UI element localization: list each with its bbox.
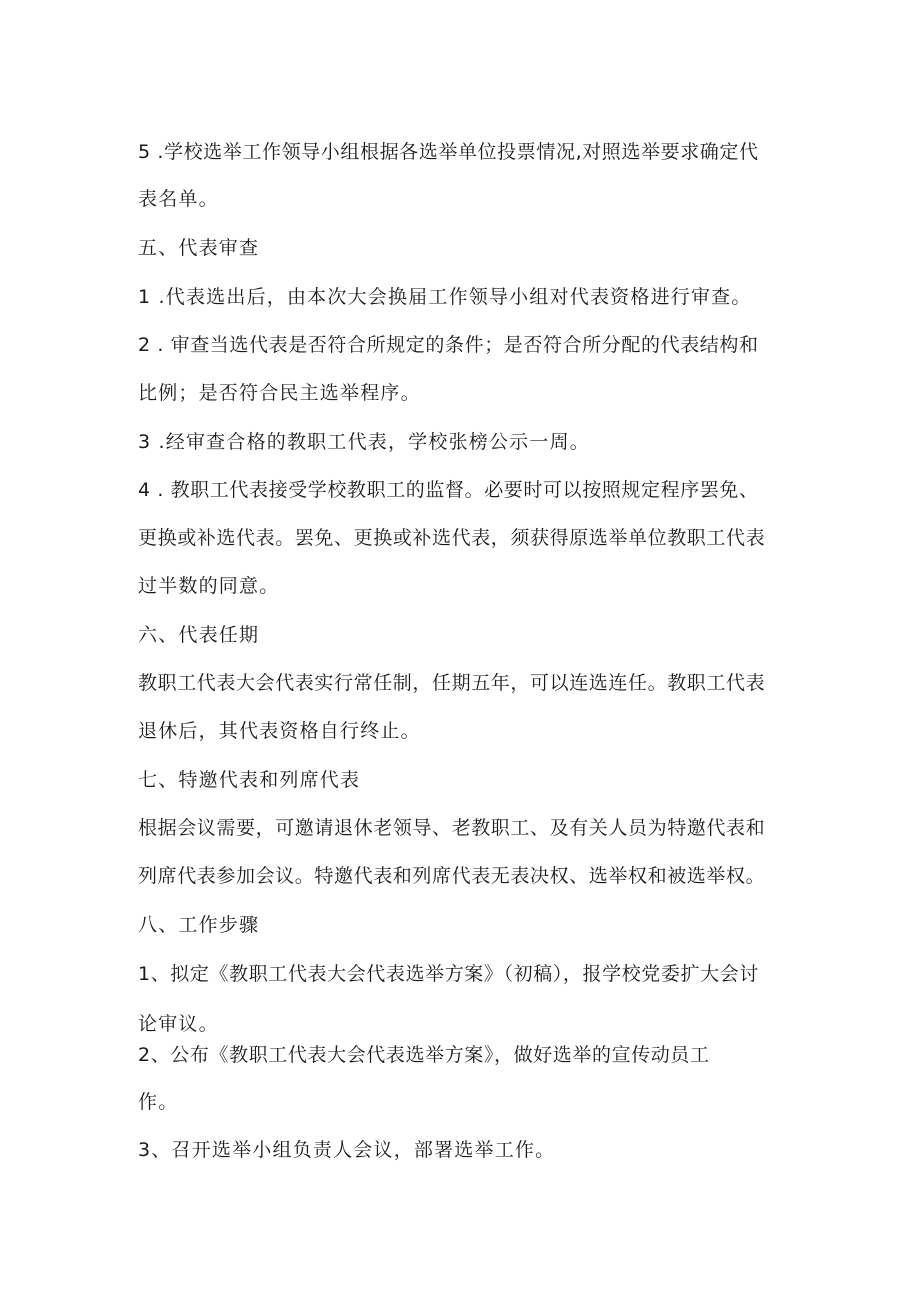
text-line-item5-part2: 表名单。 [138, 188, 219, 210]
text-line-review-item4-part1: 4 . 教职工代表接受学校教职工的监督。必要时可以按照规定程序罢免、 [138, 479, 759, 501]
text-line-review-item1: 1 .代表选出后，由本次大会换届工作领导小组对代表资格进行审查。 [138, 286, 752, 308]
text-line-step1-part1: 1、拟定《教职工代表大会代表选举方案》（初稿），报学校党委扩大会讨 [138, 963, 759, 985]
section-heading-term: 六、代表任期 [138, 624, 260, 646]
section-heading-review: 五、代表审查 [138, 237, 260, 259]
text-line-step2-part1: 2、公布《教职工代表大会代表选举方案》，做好选举的宣传动员工 [138, 1044, 710, 1066]
text-line-term-part2: 退休后，其代表资格自行终止。 [138, 720, 421, 742]
text-line-review-item4-part3: 过半数的同意。 [138, 575, 280, 597]
text-line-review-item3: 3 .经审查合格的教职工代表，学校张榜公示一周。 [138, 431, 590, 453]
text-line-step1-part2: 论审议。 [138, 1013, 219, 1035]
section-heading-steps: 八、工作步骤 [138, 914, 260, 936]
text-line-review-item2-part1: 2 . 审查当选代表是否符合所规定的条件；是否符合所分配的代表结构和 [138, 334, 759, 356]
text-line-review-item2-part2: 比例；是否符合民主选举程序。 [138, 382, 421, 404]
text-line-term-part1: 教职工代表大会代表实行常任制，任期五年，可以连选连任。教职工代表 [138, 672, 766, 694]
text-line-step2-part2: 作。 [138, 1091, 179, 1113]
section-heading-special-delegates: 七、特邀代表和列席代表 [138, 769, 361, 791]
text-line-review-item4-part2: 更换或补选代表。罢免、更换或补选代表，须获得原选举单位教职工代表 [138, 527, 766, 549]
text-line-step3: 3、召开选举小组负责人会议，部署选举工作。 [138, 1139, 556, 1161]
text-line-special-part2: 列席代表参加会议。特邀代表和列席代表无表决权、选举权和被选举权。 [138, 865, 766, 887]
text-line-special-part1: 根据会议需要，可邀请退休老领导、老教职工、及有关人员为特邀代表和 [138, 817, 766, 839]
text-line-item5-part1: 5 .学校选举工作领导小组根据各选举单位投票情况,对照选举要求确定代 [138, 141, 759, 163]
